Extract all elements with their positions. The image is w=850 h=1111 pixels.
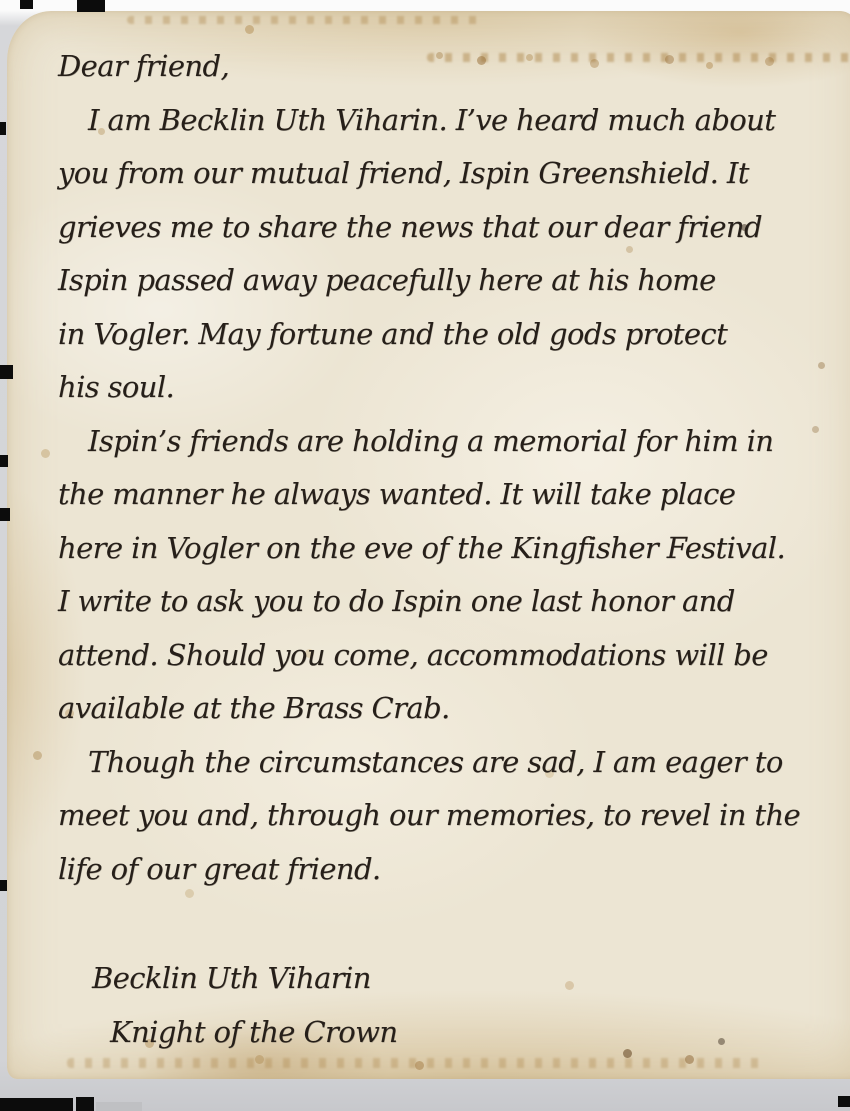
edge-artifact xyxy=(76,1097,94,1111)
edge-artifact xyxy=(0,455,8,467)
letter-line: Though the circumstances are sad, I am eager to xyxy=(88,744,783,779)
edge-artifact xyxy=(20,0,33,9)
signature-block xyxy=(58,952,818,1059)
letter-line: I write to ask you to do Ispin one last honor and xyxy=(58,584,735,618)
letter-line: attend. Should you come, accommodations will be xyxy=(58,637,768,672)
edge-artifact xyxy=(0,122,6,135)
edge-artifact xyxy=(0,880,7,891)
signature-title: Knight of the Crown xyxy=(110,1014,398,1049)
letter-line: here in Vogler on the eve of the Kingfisher Festival. xyxy=(58,530,786,565)
letter-line: meet you and, through our memories, to revel in the xyxy=(58,798,801,832)
edge-artifact xyxy=(0,508,10,521)
edge-artifact xyxy=(0,1098,73,1111)
letter-body xyxy=(58,40,818,1059)
letter-line: his soul. xyxy=(58,370,175,404)
signature-name: Becklin Uth Viharin xyxy=(92,961,371,995)
stain-streak xyxy=(127,16,487,24)
salutation: Dear friend, xyxy=(58,49,230,83)
edge-artifact xyxy=(77,0,105,12)
letter-line: in Vogler. May fortune and the old gods protect xyxy=(58,316,728,351)
stain-streak xyxy=(67,1058,767,1068)
letter-line: I am Becklin Uth Viharin. I’ve heard much about xyxy=(88,102,776,137)
edge-artifact xyxy=(96,1102,142,1111)
edge-artifact xyxy=(0,365,13,379)
letter-line: available at the Brass Crab. xyxy=(58,691,450,725)
edge-artifact xyxy=(838,1096,850,1107)
letter-line: the manner he always wanted. It will take place xyxy=(58,477,736,511)
letter-line: Ispin passed away peacefully here at his home xyxy=(58,263,716,297)
letter-line: grieves me to share the news that our dear friend xyxy=(58,209,762,244)
letter-line: you from our mutual friend, Ispin Greenshield. It xyxy=(58,156,749,190)
letter-line: Ispin’s friends are holding a memorial for him in xyxy=(88,423,774,458)
letter-line: life of our great friend. xyxy=(58,851,381,886)
